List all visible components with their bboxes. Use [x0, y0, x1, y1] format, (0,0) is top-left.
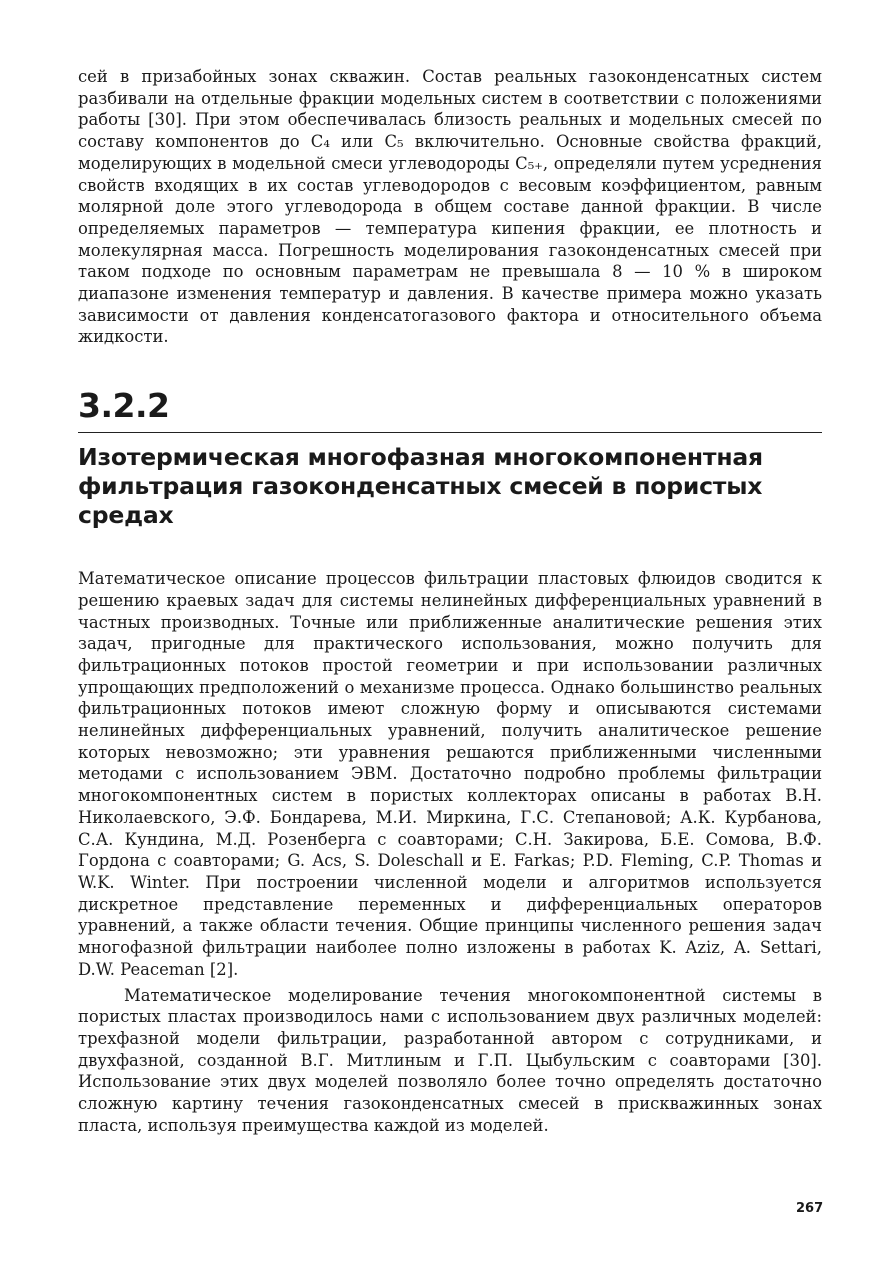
section-title: Изотермическая многофазная многокомпонентная фильтрация газоконденсатных смесей в пористых средах [78, 443, 763, 530]
top-paragraph: сей в призабойных зонах скважин. Состав реальных газоконденсатных систем разбивали на отдельные фракции модельных систем в соответствии с положениями работы [30]. При этом обеспечивалась близость реальных и модельных смесей по составу компонентов до C₄ или C₅ включительно. Основные свойства фракций, моделирующих в модельной смеси углеводороды C₅₊, определяли путем усреднения свойств входящих в их состав углеводородов с весовым коэффициентом, равным молярной доле этого углеводорода в общем составе данной фракции. В числе определяемых параметров — температура кипения фракции, ее плотность и молекулярная масса. Погрешность моделирования газоконденсатных смесей при таком подходе по основным параметрам не превышала 8 — 10 % в широком диапазоне изменения температур и давления. В качестве примера можно указать зависимости от давления конденсатогазового фактора и относительного объема жидкости. [78, 67, 822, 347]
page-number: 267 [796, 1201, 824, 1216]
section-divider [78, 432, 822, 433]
body-paragraph-2: Математическое моделирование течения многокомпонентной системы в пористых пластах производилось нами с использованием двух различных моделей: трехфазной модели фильтрации, разработанной автором с сотрудниками, и двухфазной, созданной В.Г. Митлиным и Г.П. Цыбульским с соавторами [30]. Использование этих двух моделей позволяло более точно определять достаточно сложную картину течения газоконденсатных смесей в прискважинных зонах пласта, используя преимущества каждой из моделей. [78, 985, 822, 1135]
body-paragraph-1: Математическое описание процессов фильтрации пластовых флюидов сводится к решению краевых задач для системы нелинейных дифференциальных уравнений в частных производных. Точные или приближенные аналитические решения этих задач, пригодные для практического использования, можно получить для фильтрационных потоков простой геометрии и при использовании различных упрощающих предположений о механизме процесса. Однако большинство реальных фильтрационных потоков имеют сложную форму и описываются системами нелинейных дифференциальных уравнений, получить аналитическое решение которых невозможно; эти уравнения решаются приближенными численными методами с использованием ЭВМ. Достаточно подробно проблемы фильтрации многокомпонентных систем в пористых коллекторах описаны в работах В.Н. Николаевского, Э.Ф. Бондарева, М.И. Миркина, Г.С. Степановой; А.К. Курбанова, С.А. Кундина, М.Д. Розенберга с соавторами; С.Н. Закирова, Б.Е. Сомова, В.Ф. Гордона с соавторами; G. Acs, S. Doleschall и E. Farkas; P.D. Fleming, C.P. Thomas и W.K. Winter. При построении численной модели и алгоритмов используется дискретное представление переменных и дифференциальных операторов уравнений, а также области течения. Общие принципы численного решения задач многофазной фильтрации наиболее полно изложены в работах K. Aziz, A. Settari, D.W. Peaceman [2]. [78, 569, 822, 979]
section-number: 3.2.2 [78, 386, 170, 426]
page-content [78, 66, 822, 1136]
